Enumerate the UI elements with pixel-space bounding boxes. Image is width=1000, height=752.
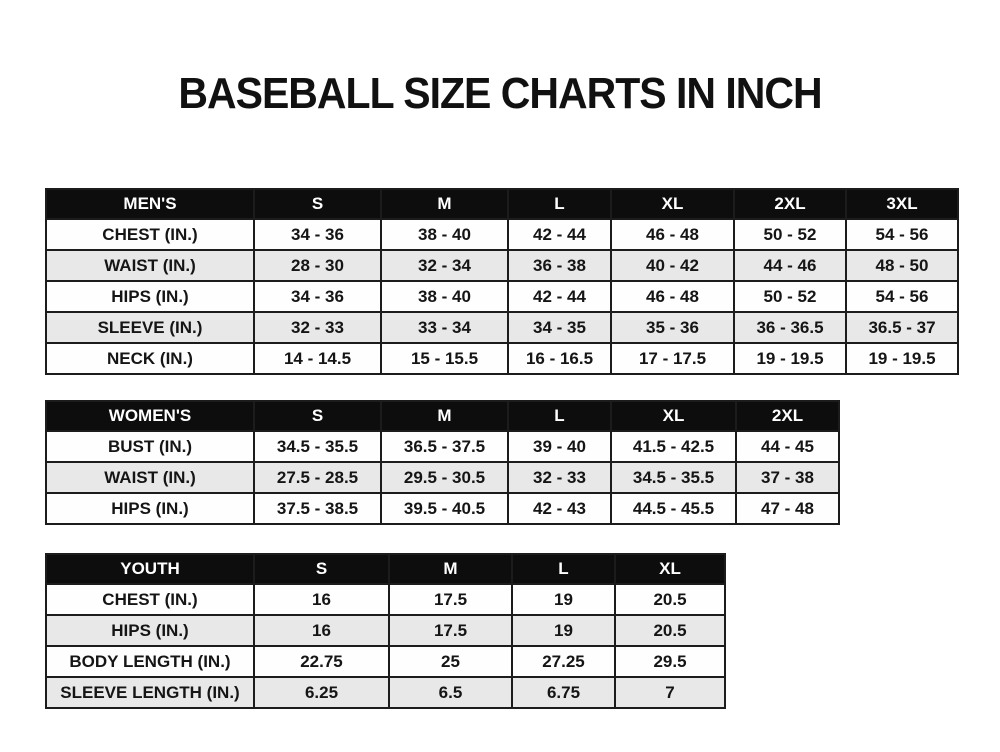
size-value-cell: 28 - 30	[254, 250, 381, 281]
size-value-cell: 17.5	[389, 584, 512, 615]
table-title-cell: YOUTH	[46, 554, 254, 584]
table-row	[46, 584, 725, 615]
size-value-cell: 15 - 15.5	[381, 343, 508, 374]
size-header-cell: S	[254, 189, 381, 219]
size-value-cell: 46 - 48	[611, 281, 734, 312]
size-value-cell: 32 - 33	[508, 462, 611, 493]
table-row	[46, 431, 839, 462]
mens-size-table	[45, 188, 959, 375]
table-row	[46, 281, 958, 312]
row-label-cell: HIPS (IN.)	[46, 493, 254, 524]
womens-size-table	[45, 400, 840, 525]
row-label-cell: WAIST (IN.)	[46, 462, 254, 493]
size-value-cell: 34 - 36	[254, 281, 381, 312]
size-value-cell: 34 - 36	[254, 219, 381, 250]
size-header-cell: L	[512, 554, 615, 584]
size-value-cell: 44.5 - 45.5	[611, 493, 736, 524]
row-label-cell: HIPS (IN.)	[46, 281, 254, 312]
size-value-cell: 38 - 40	[381, 281, 508, 312]
size-value-cell: 34.5 - 35.5	[611, 462, 736, 493]
size-value-cell: 17 - 17.5	[611, 343, 734, 374]
size-value-cell: 6.75	[512, 677, 615, 708]
row-label-cell: BODY LENGTH (IN.)	[46, 646, 254, 677]
size-value-cell: 50 - 52	[734, 281, 846, 312]
size-value-cell: 25	[389, 646, 512, 677]
size-value-cell: 36 - 36.5	[734, 312, 846, 343]
youth-table-body	[46, 584, 725, 708]
size-value-cell: 37 - 38	[736, 462, 839, 493]
size-header-cell: M	[381, 189, 508, 219]
table-row	[46, 250, 958, 281]
row-label-cell: BUST (IN.)	[46, 431, 254, 462]
size-value-cell: 35 - 36	[611, 312, 734, 343]
size-value-cell: 46 - 48	[611, 219, 734, 250]
size-value-cell: 54 - 56	[846, 281, 958, 312]
size-value-cell: 42 - 44	[508, 281, 611, 312]
size-value-cell: 39 - 40	[508, 431, 611, 462]
size-value-cell: 16	[254, 615, 389, 646]
size-header-cell: 3XL	[846, 189, 958, 219]
size-value-cell: 34.5 - 35.5	[254, 431, 381, 462]
row-label-cell: HIPS (IN.)	[46, 615, 254, 646]
size-header-cell: 2XL	[734, 189, 846, 219]
size-value-cell: 19 - 19.5	[734, 343, 846, 374]
row-label-cell: NECK (IN.)	[46, 343, 254, 374]
size-value-cell: 36.5 - 37.5	[381, 431, 508, 462]
youth-table-header	[46, 554, 725, 584]
table-title-cell: MEN'S	[46, 189, 254, 219]
size-value-cell: 20.5	[615, 584, 725, 615]
size-value-cell: 27.25	[512, 646, 615, 677]
page-title: BASEBALL SIZE CHARTS IN INCH	[178, 68, 822, 118]
size-value-cell: 19	[512, 584, 615, 615]
size-value-cell: 44 - 45	[736, 431, 839, 462]
row-label-cell: WAIST (IN.)	[46, 250, 254, 281]
size-value-cell: 48 - 50	[846, 250, 958, 281]
size-value-cell: 50 - 52	[734, 219, 846, 250]
size-value-cell: 47 - 48	[736, 493, 839, 524]
row-label-cell: CHEST (IN.)	[46, 584, 254, 615]
size-header-cell: XL	[615, 554, 725, 584]
table-row	[46, 615, 725, 646]
size-value-cell: 6.5	[389, 677, 512, 708]
size-value-cell: 40 - 42	[611, 250, 734, 281]
table-row	[46, 343, 958, 374]
mens-table-header	[46, 189, 958, 219]
size-value-cell: 7	[615, 677, 725, 708]
size-value-cell: 6.25	[254, 677, 389, 708]
size-value-cell: 32 - 34	[381, 250, 508, 281]
womens-table-header	[46, 401, 839, 431]
size-value-cell: 41.5 - 42.5	[611, 431, 736, 462]
size-value-cell: 32 - 33	[254, 312, 381, 343]
size-value-cell: 42 - 43	[508, 493, 611, 524]
womens-table-body	[46, 431, 839, 524]
mens-table-body	[46, 219, 958, 374]
table-title-cell: WOMEN'S	[46, 401, 254, 431]
size-value-cell: 38 - 40	[381, 219, 508, 250]
header-row	[46, 401, 839, 431]
size-value-cell: 33 - 34	[381, 312, 508, 343]
size-value-cell: 16 - 16.5	[508, 343, 611, 374]
header-row	[46, 554, 725, 584]
size-value-cell: 20.5	[615, 615, 725, 646]
table-row	[46, 462, 839, 493]
size-value-cell: 36 - 38	[508, 250, 611, 281]
size-value-cell: 19 - 19.5	[846, 343, 958, 374]
size-value-cell: 22.75	[254, 646, 389, 677]
row-label-cell: SLEEVE (IN.)	[46, 312, 254, 343]
size-header-cell: S	[254, 401, 381, 431]
size-value-cell: 36.5 - 37	[846, 312, 958, 343]
row-label-cell: CHEST (IN.)	[46, 219, 254, 250]
size-header-cell: M	[389, 554, 512, 584]
size-value-cell: 29.5	[615, 646, 725, 677]
size-value-cell: 27.5 - 28.5	[254, 462, 381, 493]
size-value-cell: 37.5 - 38.5	[254, 493, 381, 524]
size-value-cell: 14 - 14.5	[254, 343, 381, 374]
size-value-cell: 29.5 - 30.5	[381, 462, 508, 493]
size-value-cell: 34 - 35	[508, 312, 611, 343]
youth-size-table	[45, 553, 726, 709]
size-header-cell: L	[508, 189, 611, 219]
size-header-cell: L	[508, 401, 611, 431]
table-row	[46, 677, 725, 708]
size-value-cell: 54 - 56	[846, 219, 958, 250]
header-row	[46, 189, 958, 219]
table-row	[46, 646, 725, 677]
size-value-cell: 44 - 46	[734, 250, 846, 281]
size-value-cell: 16	[254, 584, 389, 615]
table-row	[46, 219, 958, 250]
size-header-cell: S	[254, 554, 389, 584]
size-value-cell: 39.5 - 40.5	[381, 493, 508, 524]
size-header-cell: 2XL	[736, 401, 839, 431]
size-header-cell: XL	[611, 189, 734, 219]
size-value-cell: 19	[512, 615, 615, 646]
table-row	[46, 312, 958, 343]
row-label-cell: SLEEVE LENGTH (IN.)	[46, 677, 254, 708]
table-row	[46, 493, 839, 524]
size-header-cell: XL	[611, 401, 736, 431]
size-header-cell: M	[381, 401, 508, 431]
size-value-cell: 17.5	[389, 615, 512, 646]
size-value-cell: 42 - 44	[508, 219, 611, 250]
